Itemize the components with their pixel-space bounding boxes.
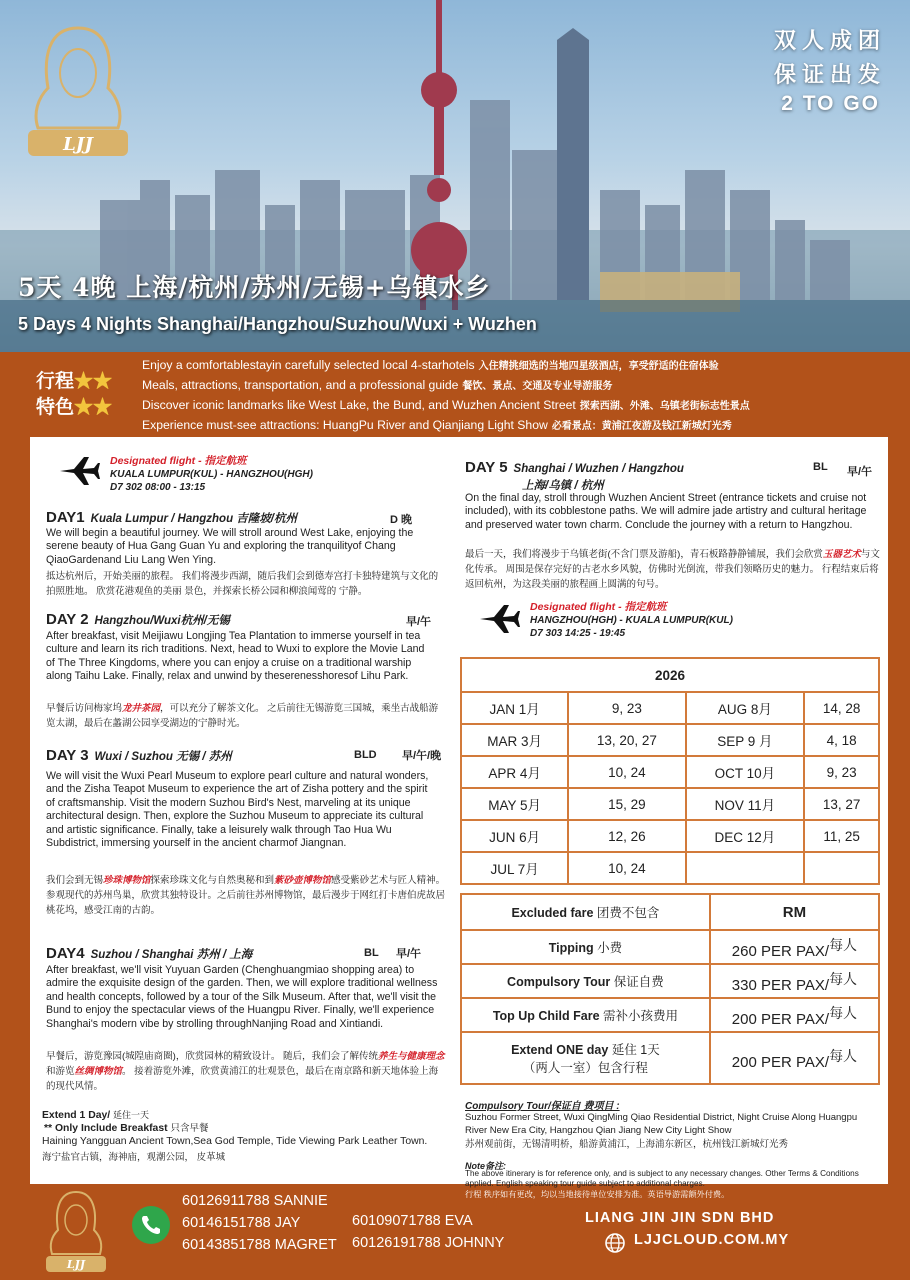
fee-header-left xyxy=(461,894,710,930)
day-number: DAY 5 xyxy=(465,459,508,476)
day-1-desc-zh: 抵达杭州后，开始美丽的旅程。 我们将漫步西湖，随后我们会到德寿宫打卡独特建筑与文化的拍照胜地。 欣赏花港观鱼的美丽 景色，并探索长桥公园和柳浪闻莺的 宁静。 xyxy=(46,571,439,597)
contact-jay[interactable]: 60146151788 JAY xyxy=(182,1215,301,1231)
date-cell xyxy=(804,852,879,884)
list-item xyxy=(142,376,902,396)
contact-magret[interactable]: 60143851788 MAGRET xyxy=(182,1237,337,1253)
text: 每人 xyxy=(829,936,858,953)
day-route: Hangzhou/Wuxi杭州/无锡 xyxy=(94,615,230,627)
list-item xyxy=(142,356,902,376)
star-icon: ★★ xyxy=(74,370,113,392)
label-text: 行程 xyxy=(36,370,75,392)
text: 每人 xyxy=(829,970,858,987)
fee-amount xyxy=(710,964,879,998)
month-cell: APR 4月 xyxy=(461,756,568,788)
flight-route: KUALA LUMPUR(KUL) - HANGZHOU(HGH) xyxy=(110,469,313,480)
phone-icon xyxy=(132,1206,170,1244)
table-row xyxy=(461,788,879,820)
day-5-desc-zh xyxy=(465,547,885,592)
ljj-logo-icon xyxy=(18,18,138,158)
day-meals: D 晚 xyxy=(390,514,412,526)
day-meals: 早/午 xyxy=(396,948,422,960)
text: 团费不包含 xyxy=(596,906,660,920)
item-zh: 必看景点：黄浦江夜游及钱江新城灯光秀 xyxy=(551,421,732,432)
table-row xyxy=(461,692,879,724)
day-number: DAY 3 xyxy=(46,747,89,764)
day-5-desc-en: On the final day, stroll through Wuzhen Ancient Street (entrance tickets and cruise not included), with its cobblestone paths. We will admire jade artistry and cultural heritage and preserved water town charm. Conclude the journey with a return to Hangzhou. xyxy=(465,492,867,531)
highlight-text: 紫砂壶博物馆 xyxy=(274,875,332,886)
text: 与文化传承。 周围是保存完好的古老水乡风貌，仿佛时光倒流，带我们领略历史的魅力。 行程结束后将返回杭州，为这段美丽的旅程画上圆满的句号。 xyxy=(465,549,880,590)
text: 和游览 xyxy=(46,1066,75,1077)
company-website-link[interactable]: LJJCLOUD.COM.MY xyxy=(634,1232,790,1248)
month-cell: JAN 1月 xyxy=(461,692,568,724)
flight-number: D7 302 08:00 - 13:15 xyxy=(110,482,206,493)
text: Extend ONE day xyxy=(511,1043,609,1057)
day-meals-en: BLD xyxy=(354,749,377,761)
globe-icon xyxy=(604,1232,626,1254)
table-row xyxy=(461,658,879,692)
svg-text:LJJ: LJJ xyxy=(66,1258,86,1271)
day-5-route-zh: 上海/乌镇 / 杭州 xyxy=(522,480,604,492)
date-cell: 15, 29 xyxy=(568,788,685,820)
day-route: Suzhou / Shanghai 苏州 / 上海 xyxy=(90,949,253,961)
compulsory-title: Compulsory Tour/保证自 费项目 : xyxy=(465,1101,620,1112)
extend-note: ** Only Include Breakfast xyxy=(44,1123,168,1134)
date-cell: 13, 27 xyxy=(804,788,879,820)
month-cell: NOV 11月 xyxy=(686,788,805,820)
hero-banner xyxy=(0,0,910,352)
itinerary-panel xyxy=(30,437,888,1188)
text: 最后一天，我们将漫步于乌镇老街(不含门票及游船)，青石板路静静铺展，我们会欣赏 xyxy=(465,549,823,560)
two-to-go-badge xyxy=(774,24,886,92)
note-title: Note备注: xyxy=(465,1161,506,1171)
day-2-desc-zh xyxy=(46,701,446,731)
date-cell: 10, 24 xyxy=(568,756,685,788)
table-row xyxy=(461,1032,879,1084)
day-route: Kuala Lumpur / Hangzhou 吉隆坡/杭州 xyxy=(90,513,297,525)
highlight-text: 丝绸博物馆 xyxy=(74,1066,123,1077)
badge-en: 2 TO GO xyxy=(781,92,880,115)
month-cell: JUL 7月 xyxy=(461,852,568,884)
fee-amount xyxy=(710,1032,879,1084)
text: 探索珍珠文化与自然奥秘和到 xyxy=(150,875,275,886)
text: 延住 1天 xyxy=(611,1043,660,1057)
day-meals-en: BL xyxy=(364,947,379,959)
fee-item xyxy=(461,998,710,1032)
item-zh: 探索西湖、外滩、乌镇老街标志性景点 xyxy=(579,401,750,412)
company-name: LIANG JIN JIN SDN BHD xyxy=(585,1210,775,1226)
text: 200 PER PAX/ xyxy=(731,1053,830,1071)
text: 保证自费 xyxy=(613,975,664,989)
fee-amount xyxy=(710,930,879,964)
text: 需补小孩费用 xyxy=(603,1009,679,1023)
table-row xyxy=(461,894,879,930)
text: 早餐后访问梅家坞 xyxy=(46,703,123,714)
day-meals-en: BL xyxy=(813,461,828,473)
excluded-fare-table xyxy=(460,893,880,1085)
date-cell: 4, 18 xyxy=(804,724,879,756)
day-number: DAY4 xyxy=(46,945,85,962)
month-cell: JUN 6月 xyxy=(461,820,568,852)
list-item xyxy=(142,396,902,416)
date-cell: 11, 25 xyxy=(804,820,879,852)
day-route: Wuxi / Suzhou 无锡 / 苏州 xyxy=(94,751,232,763)
month-cell: AUG 8月 xyxy=(686,692,805,724)
highlights-section xyxy=(0,352,910,436)
highlight-text: 珍珠博物馆 xyxy=(103,875,151,886)
phone-glyph-icon xyxy=(132,1206,170,1244)
table-row xyxy=(461,852,879,884)
day-3-heading xyxy=(46,747,442,765)
date-cell: 9, 23 xyxy=(568,692,685,724)
compulsory-zh: 苏州观前街，无锡清明桥，船游黄浦江，上海浦东新区，杭州钱江新城灯光秀 xyxy=(465,1139,789,1150)
day-1-heading xyxy=(46,509,412,527)
extend-places-zh: 海宁盐官古镇，海神庙，观潮公园， 皮革城 xyxy=(42,1152,226,1163)
item-en: Discover iconic landmarks like West Lake, the Bund, and Wuzhen Ancient Street xyxy=(142,398,576,412)
text: ，可以充分了解茶文化。 之后前往无锡游览三国城，乘坐古战船游览太湖，最后在蠡湖公园享受湖边的宁静时光。 xyxy=(46,703,439,729)
highlight-text: 玉器艺术 xyxy=(822,549,861,560)
day-number: DAY1 xyxy=(46,509,85,526)
day-3-desc-zh xyxy=(46,873,446,918)
day-number: DAY 2 xyxy=(46,611,89,628)
month-cell: SEP 9 月 xyxy=(686,724,805,756)
highlights-list xyxy=(142,356,902,436)
text: 200 PER PAX/ xyxy=(731,1010,830,1028)
day-4-heading xyxy=(46,945,422,963)
day-3-desc-en: We will visit the Wuxi Pearl Museum to explore pearl culture and natural wonders, and the Zisha Teapot Museum to experience the art of Zisha pottery and the spirit of craftsmanship. Visit the modern Suzhou Bird's Nest, marveling at its unique architectural design. Then, explore the Suzhou Museum to appreciate its cultural and artistic significance. Finally, take a leisurely walk through Tao Hua Wu Subdistrict, immersing yourself in the ancient charmof Jiangnan. xyxy=(46,770,429,850)
table-row xyxy=(461,724,879,756)
text: Top Up Child Fare xyxy=(492,1009,600,1023)
text: （两人一室）包含行程 xyxy=(522,1061,648,1075)
item-zh: 餐饮、景点、交通及专业导游服务 xyxy=(462,381,613,392)
highlight-text: 龙井茶园 xyxy=(122,703,161,714)
month-cell: MAY 5月 xyxy=(461,788,568,820)
text: Compulsory Tour xyxy=(507,975,611,989)
star-icon: ★★ xyxy=(74,396,113,418)
table-row xyxy=(461,756,879,788)
flight-heading: Designated flight - 指定航班 xyxy=(110,455,247,467)
text: Excluded fare xyxy=(511,906,594,920)
month-cell: OCT 10月 xyxy=(686,756,805,788)
departure-dates-table xyxy=(460,657,880,885)
table-row xyxy=(461,964,879,998)
month-cell xyxy=(686,852,805,884)
highlight-text: 养生与健康理念 xyxy=(377,1051,445,1062)
compulsory-en: Suzhou Former Street, Wuxi QingMing Qiao Residential District, Night Cruise Along Huangpu River New Era City, Hangzhou Qian Jiang New City Light Show xyxy=(465,1112,858,1136)
flight-route: HANGZHOU(HGH) - KUALA LUMPUR(KUL) xyxy=(530,615,733,626)
flight-number: D7 303 14:25 - 19:45 xyxy=(530,628,626,639)
fee-amount xyxy=(710,998,879,1032)
day-4-desc-en: After breakfast, we'll visit Yuyuan Garden (Chenghuangmiao shopping area) to admire the exquisite design of the garden. Then, we will explore traditional wellness and health concepts, followed by a tour of the Silk Museum. After that, we'll visit the Bund to enjoy the spectacular views of the Huangpu River. Finally, we'll experience Shanghai's modern vibe by strolling throughNanjing Road and Xintiandi. xyxy=(46,964,438,1030)
day-route: Shanghai / Wuzhen / Hangzhou xyxy=(513,463,684,475)
text: 小费 xyxy=(597,941,623,955)
extend-note-zh: 只含早餐 xyxy=(170,1123,209,1134)
badge-line: 双人成团 xyxy=(773,28,886,54)
date-cell: 12, 26 xyxy=(568,820,685,852)
airplane-icon xyxy=(478,603,520,633)
fee-item xyxy=(461,930,710,964)
item-en: Experience must-see attractions: HuangPu River and Qianjiang Light Show xyxy=(142,418,548,432)
note-zh: 行程 秩序如有更改，均以当地接待单位安排为准。英语导游需额外付费。 xyxy=(465,1190,730,1199)
text: 260 PER PAX/ xyxy=(731,942,830,960)
date-cell: 9, 23 xyxy=(804,756,879,788)
text: 我们会到无锡 xyxy=(46,875,104,886)
text: Tipping xyxy=(548,941,594,955)
table-row xyxy=(461,930,879,964)
table-row xyxy=(461,998,879,1032)
item-en: Enjoy a comfortablestayin carefully selected local 4-starhotels xyxy=(142,358,475,372)
contact-johnny[interactable]: 60126191788 JOHNNY xyxy=(352,1235,505,1251)
date-cell: 13, 20, 27 xyxy=(568,724,685,756)
contact-sannie[interactable]: 60126911788 SANNIE xyxy=(182,1193,328,1209)
day-meals: 早/午 xyxy=(406,616,432,628)
flight-heading: Designated flight - 指定航班 xyxy=(530,601,667,613)
page-title-en: 5 Days 4 Nights Shanghai/Hangzhou/Suzhou/Wuxi + Wuzhen xyxy=(18,314,537,334)
fee-item xyxy=(461,964,710,998)
text: 330 PER PAX/ xyxy=(731,976,830,994)
fee-item xyxy=(461,1032,710,1084)
ljj-logo-small-icon xyxy=(40,1186,112,1274)
day-5-heading xyxy=(465,459,873,478)
date-cell: 10, 24 xyxy=(568,852,685,884)
item-zh: 入住精挑细选的当地四星级酒店，享受舒适的住宿体验 xyxy=(478,361,719,372)
note-en: The above itinerary is for reference only, and is subject to any necessary changes. Other Terms & Conditions applied. English speaking tour guide subject to additional charges. xyxy=(465,1169,859,1188)
page-title-zh: 5天 4晚 上海/杭州/苏州/无锡+乌镇水乡 xyxy=(18,273,491,302)
day-meals: 早/午/晚 xyxy=(402,750,442,762)
label-text: 特色 xyxy=(36,396,75,418)
day-2-desc-en: After breakfast, visit Meijiawu Longjing Tea Plantation to immerse yourself in tea culture and learn its rich traditions. Next, head to Wuxi to explore the Movie Land of The Three Kingdoms, where you can enjoy a cruise on a traditional warship along Taihu Lake. Finally, relax and unwind by theserenesshoresof Lihu Park. xyxy=(46,630,425,683)
text: 。 接着游览外滩，欣赏黄浦江的壮观景色，最后在南京路和新天地体验上海的现代风情。 xyxy=(46,1066,439,1092)
item-en: Meals, attractions, transportation, and a professional guide xyxy=(142,378,459,392)
fee-header-right: RM xyxy=(710,894,879,930)
month-cell: DEC 12月 xyxy=(686,820,805,852)
contact-eva[interactable]: 60109071788 EVA xyxy=(352,1213,473,1229)
badge-line: 保证出发 xyxy=(773,62,886,88)
year-header: 2026 xyxy=(461,658,879,692)
extend-title: Extend 1 Day/ xyxy=(42,1110,111,1121)
svg-text:LJJ: LJJ xyxy=(63,134,93,155)
highlights-label xyxy=(36,368,112,420)
day-2-heading xyxy=(46,611,432,629)
extend-day-section xyxy=(42,1109,452,1164)
date-cell: 14, 28 xyxy=(804,692,879,724)
airplane-icon xyxy=(58,455,100,485)
month-cell: MAR 3月 xyxy=(461,724,568,756)
day-1-desc-en: We will begin a beautiful journey. We will stroll around West Lake, enjoying the serene beauty of Hua Gang Guan Yu and exploring the tranquilityof Chang QiaoGardenand Liu Lang Wen Ying. xyxy=(46,527,414,566)
extend-title-zh: 延住一天 xyxy=(113,1110,150,1120)
list-item xyxy=(142,416,902,436)
extend-places: Haining Yangguan Ancient Town,Sea God Temple, Tide Viewing Park Leather Town. xyxy=(42,1136,428,1147)
text: 感受紫砂艺术与匠人精神。 参观现代的苏州鸟巢，欣赏其独特设计。之后前往苏州博物馆，最后漫步于网红打卡唐伯虎故居桃花坞，感受江南的古韵。 xyxy=(46,875,446,916)
day-4-desc-zh xyxy=(46,1049,446,1094)
table-row xyxy=(461,820,879,852)
text: 早餐后，游览豫园(城隍庙商圈)，欣赏园林的精致设计。 随后，我们会了解传统 xyxy=(46,1051,378,1062)
text: 每人 xyxy=(829,1004,858,1021)
text: 每人 xyxy=(829,1047,858,1064)
day-meals: 早/午 xyxy=(847,466,873,478)
